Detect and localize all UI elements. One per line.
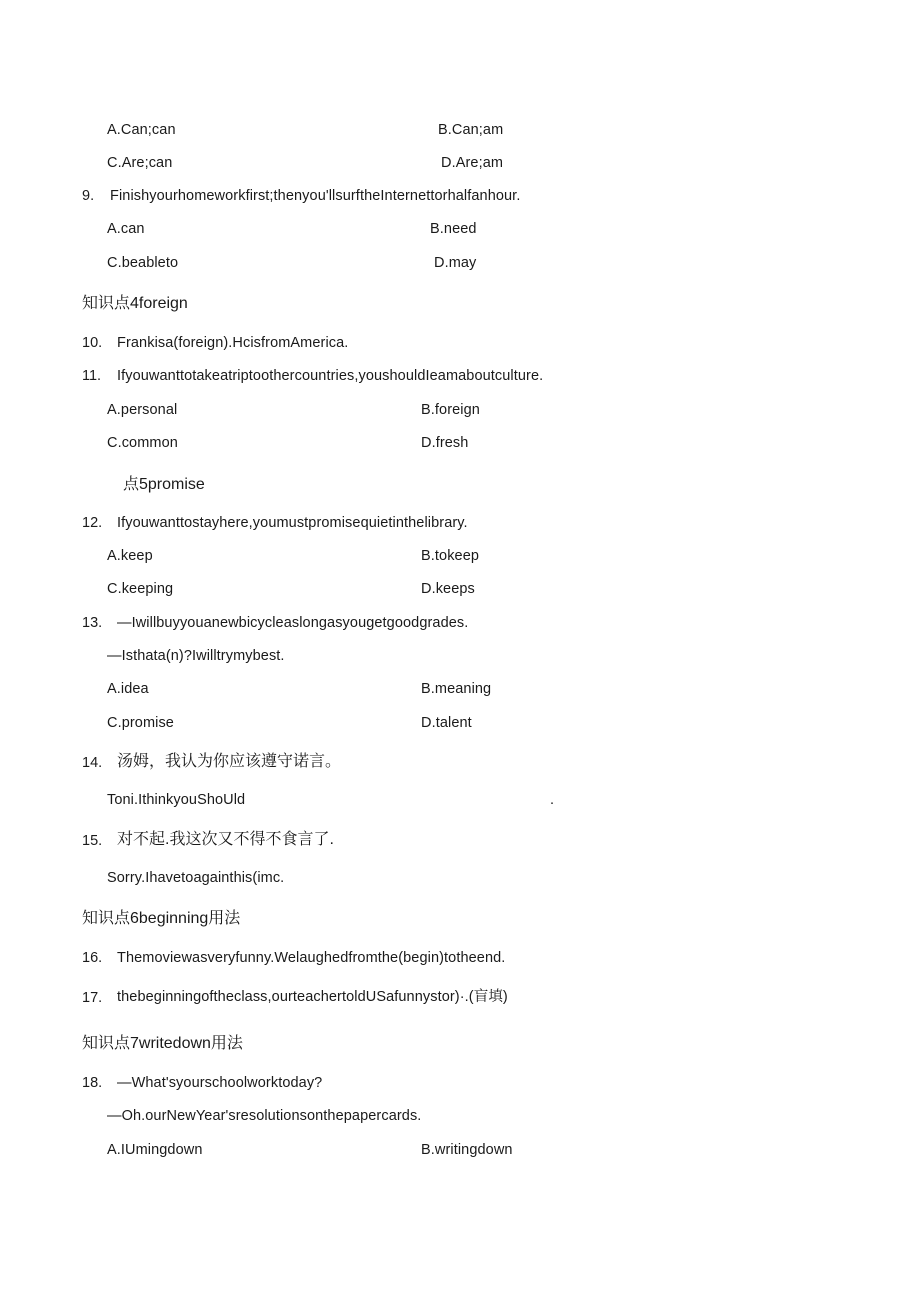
q13-option-a: A.idea [107, 681, 149, 697]
q8-option-d: D.Are;am [441, 155, 504, 171]
q16-text: Themoviewasveryfunny.Welaughedfromthe(begin)totheend. [117, 950, 506, 966]
q11-option-c: C.common [107, 435, 178, 451]
q12-option-c: C.keeping [107, 581, 174, 597]
q11-number: 11. [82, 368, 102, 384]
q10-number: 10. [82, 335, 103, 351]
q18-number: 18. [82, 1075, 103, 1091]
q12-number: 12. [82, 515, 103, 531]
q9-option-a: A.can [107, 221, 145, 237]
q14-chinese: 汤姆，我认为你应该遵守诺言。 [117, 753, 342, 770]
q9-text: Finishyourhomeworkfirst;thenyou'llsurftheInternettorhalfanhour. [110, 188, 521, 204]
q13-option-d: D.talent [421, 715, 472, 731]
q9-option-b: B.need [430, 221, 477, 237]
q11-option-a: A.personal [107, 402, 178, 418]
q9-option-d: D.may [434, 255, 477, 271]
q11-option-d: D.fresh [421, 435, 469, 451]
q13-line2: —Isthata(n)?Iwilltrymybest. [107, 648, 285, 664]
q11-text: Ifyouwanttotakeatriptoothercountries,youshouldIeamaboutculture. [117, 368, 544, 384]
q13-option-c: C.promise [107, 715, 174, 731]
q15-number: 15. [82, 833, 103, 849]
q13-option-b: B.meaning [421, 681, 492, 697]
q10-text: Frankisa(foreign).HcisfromAmerica. [117, 335, 349, 351]
q17-text: thebeginningoftheclass,ourteachertoldUSafunnystor)·.(盲填) [117, 989, 508, 1005]
q14-number: 14. [82, 755, 103, 771]
q18-line2: —Oh.ourNewYear'sresolutionsonthepapercards. [107, 1108, 422, 1124]
q13-line1: —Iwillbuyyouanewbicycleaslongasyougetgoodgrades. [117, 615, 469, 631]
section-heading-7: 知识点7writedown用法 [82, 1035, 243, 1052]
q14-end-period: . [550, 792, 555, 808]
q8-option-b: B.Can;am [438, 122, 504, 138]
q18-option-b: B.writingdown [421, 1142, 513, 1158]
q9-number: 9. [82, 188, 95, 204]
q18-option-a: A.IUmingdown [107, 1142, 203, 1158]
q8-option-a: A.Can;can [107, 122, 176, 138]
q15-english: Sorry.Ihavetoagainthis(imc. [107, 870, 285, 886]
q9-option-c: C.beableto [107, 255, 179, 271]
q13-number: 13. [82, 615, 103, 631]
section-heading-6: 知识点6beginning用法 [82, 910, 241, 927]
q12-option-a: A.keep [107, 548, 153, 564]
section-heading-5: 点5promise [123, 476, 205, 493]
section-heading-4: 知识点4foreign [82, 295, 188, 312]
q17-number: 17. [82, 990, 103, 1006]
q12-option-d: D.keeps [421, 581, 475, 597]
q18-line1: —What'syourschoolworktoday? [117, 1075, 323, 1091]
q8-option-c: C.Are;can [107, 155, 173, 171]
q12-text: Ifyouwanttostayhere,youmustpromisequietinthelibrary. [117, 515, 468, 531]
q11-option-b: B.foreign [421, 402, 480, 418]
q16-number: 16. [82, 950, 103, 966]
q14-english: Toni.IthinkyouShoUld [107, 792, 246, 808]
q15-chinese: 对不起.我这次又不得不食言了. [117, 831, 334, 848]
q12-option-b: B.tokeep [421, 548, 480, 564]
